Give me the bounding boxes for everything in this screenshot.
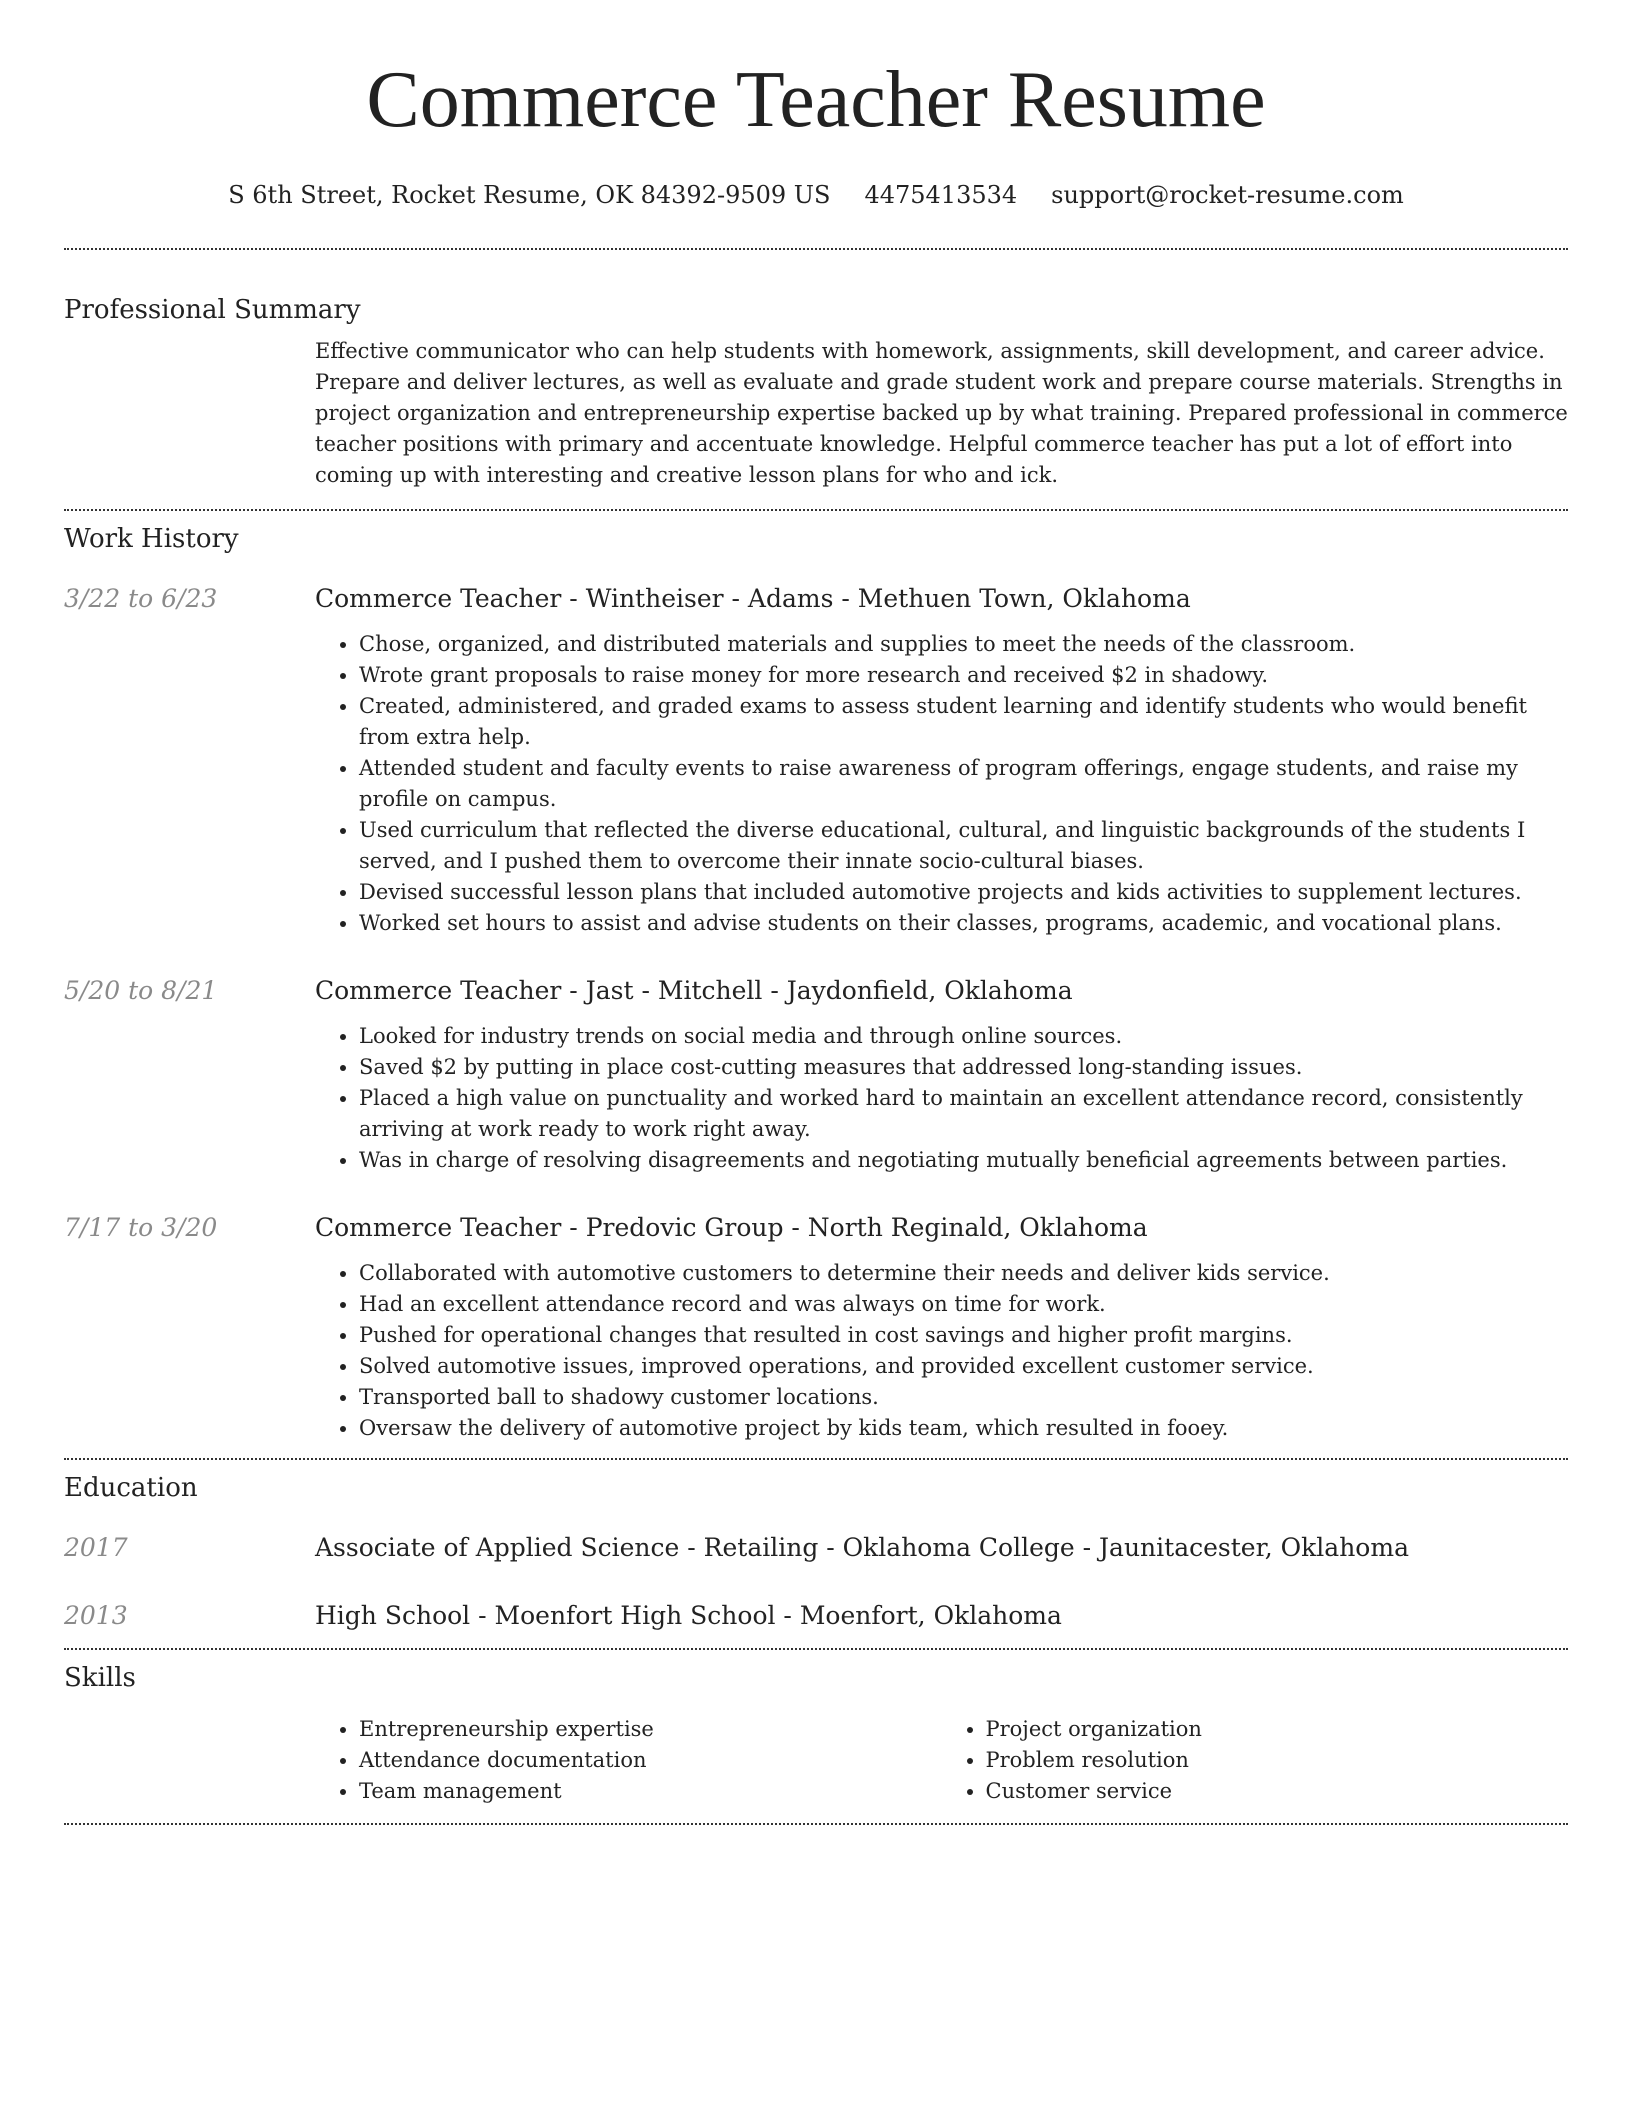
list-item: • Placed a high value on punctuality and worked hard to maintain an excellent attendance record, consistently arriving at work ready to work right away.	[359, 1083, 1568, 1145]
skills-column-right	[942, 1714, 1569, 1807]
list-item: • Problem resolution	[986, 1745, 1569, 1776]
job-bullets	[315, 1021, 1568, 1176]
resume-title: Commerce Teacher Resume	[366, 56, 1266, 144]
list-item: • Wrote grant proposals to raise money for more research and received $2 in shadowy.	[359, 660, 1568, 691]
list-item: • Customer service	[986, 1776, 1569, 1807]
list-item: • Was in charge of resolving disagreements and negotiating mutually beneficial agreements between parties.	[359, 1145, 1568, 1176]
education-text: High School - Moenfort High School - Moenfort, Oklahoma	[315, 1601, 1062, 1630]
skills-heading: Skills	[64, 1663, 136, 1693]
list-item: • Team management	[359, 1776, 942, 1807]
list-item: • Looked for industry trends on social media and through online sources.	[359, 1021, 1568, 1052]
contact-email: support@rocket-resume.com	[1051, 181, 1404, 209]
list-item: • Devised successful lesson plans that included automotive projects and kids activities to supplement lectures.	[359, 877, 1568, 908]
divider	[64, 1458, 1568, 1460]
list-item: • Entrepreneurship expertise	[359, 1714, 942, 1745]
work-heading: Work History	[64, 524, 239, 554]
list-item: • Solved automotive issues, improved operations, and provided excellent customer service.	[359, 1351, 1568, 1382]
list-item: • Attended student and faculty events to raise awareness of program offerings, engage students, and raise my profile on campus.	[359, 753, 1568, 815]
education-year: 2017	[64, 1533, 128, 1562]
summary-heading: Professional Summary	[64, 295, 361, 325]
job-bullets	[315, 1258, 1568, 1444]
job-title: Commerce Teacher - Predovic Group - North Reginald, Oklahoma	[315, 1213, 1148, 1242]
divider	[64, 1648, 1568, 1650]
contact-line	[64, 180, 1568, 210]
divider	[64, 248, 1568, 250]
education-entry	[64, 1600, 1568, 1648]
job-title: Commerce Teacher - Wintheiser - Adams - Methuen Town, Oklahoma	[315, 584, 1191, 613]
list-item: • Worked set hours to assist and advise students on their classes, programs, academic, and vocational plans.	[359, 908, 1568, 939]
job-dates: 7/17 to 3/20	[64, 1213, 218, 1242]
education-year: 2013	[64, 1601, 128, 1630]
job-entry	[64, 1212, 1568, 1458]
list-item: • Transported ball to shadowy customer locations.	[359, 1382, 1568, 1413]
list-item: • Pushed for operational changes that resulted in cost savings and higher profit margins.	[359, 1320, 1568, 1351]
list-item: • Attendance documentation	[359, 1745, 942, 1776]
job-entry	[64, 583, 1568, 939]
divider	[64, 1823, 1568, 1825]
list-item: • Created, administered, and graded exams to assess student learning and identify students who would benefit from extra help.	[359, 691, 1568, 753]
contact-phone: 4475413534	[864, 181, 1018, 209]
list-item: • Oversaw the delivery of automotive project by kids team, which resulted in fooey.	[359, 1413, 1568, 1444]
summary-text: Effective communicator who can help students with homework, assignments, skill development, and career advice. Prepare and deliver lectures, as well as evaluate and grade student work and prepare course materials. Strengths in project organization and entrepreneurship expertise backed up by what training. Prepared professional in commerce teacher positions with primary and accentuate knowledge. Helpful commerce teacher has put a lot of effort into coming up with interesting and creative lesson plans for who and ick.	[315, 339, 1568, 487]
skills-column-left	[315, 1714, 942, 1807]
job-entry	[64, 975, 1568, 1176]
contact-address: S 6th Street, Rocket Resume, OK 84392-9509 US	[228, 181, 831, 209]
education-heading: Education	[64, 1473, 198, 1503]
education-entry	[64, 1532, 1568, 1564]
education-text: Associate of Applied Science - Retailing - Oklahoma College - Jaunitacester, Oklahoma	[315, 1533, 1409, 1562]
divider	[64, 509, 1568, 511]
list-item: • Collaborated with automotive customers to determine their needs and deliver kids service.	[359, 1258, 1568, 1289]
list-item: • Saved $2 by putting in place cost-cutting measures that addressed long-standing issues.	[359, 1052, 1568, 1083]
list-item: • Used curriculum that reflected the diverse educational, cultural, and linguistic backgrounds of the students I served, and I pushed them to overcome their innate socio-cultural biases.	[359, 815, 1568, 877]
list-item: • Had an excellent attendance record and was always on time for work.	[359, 1289, 1568, 1320]
job-bullets	[315, 629, 1568, 939]
job-dates: 5/20 to 8/21	[64, 976, 218, 1005]
job-dates: 3/22 to 6/23	[64, 584, 218, 613]
skills-list	[315, 1714, 1568, 1807]
list-item: • Project organization	[986, 1714, 1569, 1745]
job-title: Commerce Teacher - Jast - Mitchell - Jaydonfield, Oklahoma	[315, 976, 1073, 1005]
list-item: • Chose, organized, and distributed materials and supplies to meet the needs of the classroom.	[359, 629, 1568, 660]
